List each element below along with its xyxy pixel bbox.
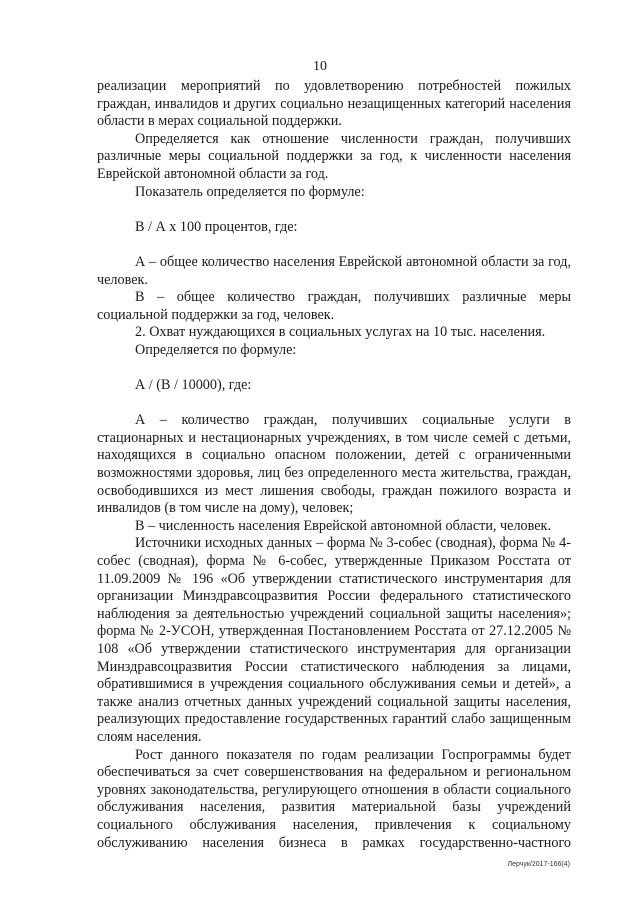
paragraph: Источники исходных данных – форма № 3-собес (сводная), форма № 4-собес (сводная), форма № 6-собес, утвержденные Приказом Росстата от 11.09.2009 № 196 «Об утверждении статистического инструментария для организации Минздравсоцразвития России федерального статистического наблюдения за деятельностью учреждений социальной защиты населения»; форма № 2-УСОН, утвержденная Постановлением Росстата от 27.12.2005 № 108 «Об утверждении статистического инструментария для организации Минздравсоцразвития России статистического наблюдения за лицами, обратившимися в учреждения социального обслуживания семьи и детей», а также анализ отчетных данных учреждений социальной защиты населения, реализующих предоставление государственных гарантий слабо защищенным слоям населения.: [97, 535, 571, 745]
document-body: [97, 78, 571, 852]
blank-line: [97, 201, 571, 219]
paragraph: Рост данного показателя по годам реализации Госпрограммы будет обеспечиваться за счет совершенствования на федеральном и региональном уровнях законодательства, регулирующего отношения в области социального обслуживания населения, развития материальной базы учреждений социального обслуживания населения, привлечения к социальному обслуживанию населения бизнеса в рамках государственно-частного: [97, 746, 571, 851]
paragraph: А – общее количество населения Еврейской автономной области за год, человек.: [97, 253, 571, 288]
paragraph: А / (В / 10000), где:: [135, 377, 252, 394]
paragraph: Определяется как отношение численности граждан, получивших различные меры социальной поддержки за год, к численности населения Еврейской автономной области за год.: [97, 130, 571, 182]
page-number: 10: [313, 59, 327, 74]
paragraph: реализации мероприятий по удовлетворению потребностей пожилых граждан, инвалидов и других социально незащищенных категорий населения области в мерах социальной поддержки.: [97, 78, 571, 130]
paragraph: 2. Охват нуждающихся в социальных услугах на 10 тыс. населения.: [135, 324, 546, 341]
blank-line: [97, 360, 571, 378]
paragraph: Определяется по формуле:: [135, 341, 297, 358]
paragraph: Показатель определяется по формуле:: [135, 183, 365, 200]
paragraph: В – численность населения Еврейской автономной области, человек.: [135, 517, 551, 534]
blank-line: [97, 395, 571, 413]
blank-line: [97, 236, 571, 254]
paragraph: В / А х 100 процентов, где:: [135, 218, 298, 235]
paragraph: В – общее количество граждан, получивших различные меры социальной поддержки за год, человек.: [97, 289, 571, 323]
paragraph: А – количество граждан, получивших социальные услуги в стационарных и нестационарных учреждениях, в том числе семей с детьми, находящихся в социально опасном положении, детей с ограниченными возможностями здоровья, лиц без определенного места жительства, граждан, освободившихся из мест лишения свободы, граждан пожилого возраста и инвалидов (в том числе на дому), человек;: [97, 412, 571, 517]
footer-code: Лерчук/2017-166(4): [507, 861, 570, 868]
